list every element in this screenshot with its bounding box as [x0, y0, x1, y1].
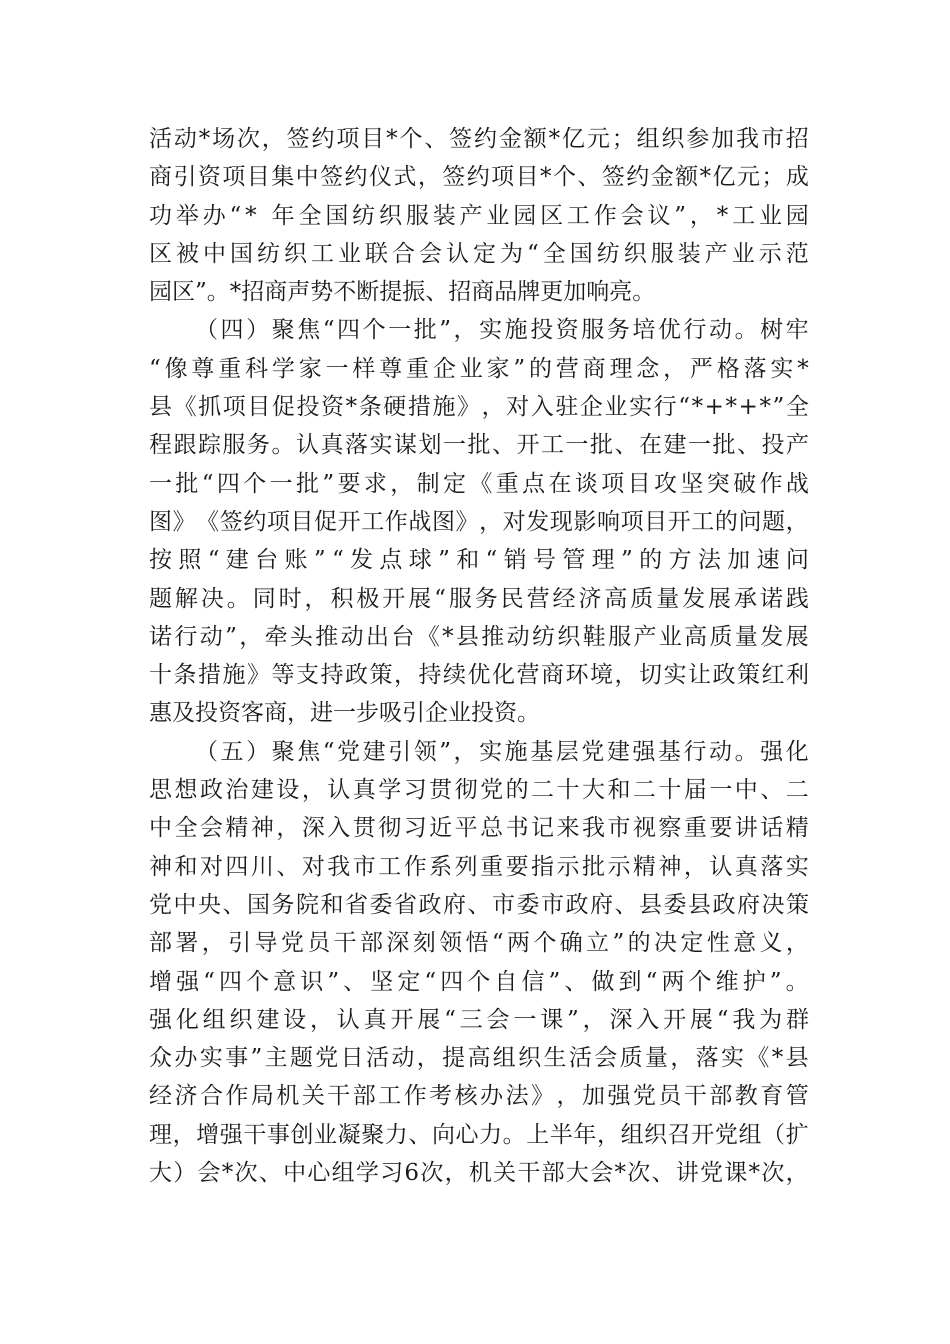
text-line: 中 全 会 精 神 ， 深 入 贯 彻 习 近 平 总 书 记 来 我 市 视 察 重 要 讲 话 精: [149, 815, 809, 842]
text-line: “ 像 尊 重 科 学 家 一 样 尊 重 企 业 家 ” 的 营 商 理 念 ， 严 格 落 实 *: [149, 355, 809, 382]
text-line: 经 济 合 作 局 机 关 干 部 工 作 考 核 办 法 》 ， 加 强 党 员 干 部 教 育 管: [149, 1083, 809, 1110]
text-line: 大 ） 会 * 次 、 中 心 组 学 习 6 次 ， 机 关 干 部 大 会 * 次 、 讲 党 课 * 次 ，: [149, 1160, 809, 1187]
text-line: 区 被 中 国 纺 织 工 业 联 合 会 认 定 为 “ 全 国 纺 织 服 装 产 业 示 范: [149, 240, 809, 267]
text-line: （ 五 ） 聚 焦 “ 党 建 引 领 ” ， 实 施 基 层 党 建 强 基 行 动 。 强 化: [195, 738, 809, 765]
text-line: 功 举 办 “ * 年 全 国 纺 织 服 装 产 业 园 区 工 作 会 议 ” ， * 工 业 园: [149, 202, 809, 229]
text-line: （ 四 ） 聚 焦 “ 四 个 一 批 ” ， 实 施 投 资 服 务 培 优 行 动 。 树 牢: [195, 317, 809, 344]
text-line: 图 》 《 签 约 项 目 促 开 工 作 战 图 》 ， 对 发 现 影 响 项 目 开 工 的 问 题 ，: [149, 508, 809, 535]
text-line: 县 《 抓 项 目 促 投 资 * 条 硬 措 施 》 ， 对 入 驻 企 业 实 行 “ * + * + * ” 全: [149, 394, 809, 421]
text-line: 强 化 组 织 建 设 ， 认 真 开 展 “ 三 会 一 课 ” ， 深 入 开 展 “ 我 为 群: [149, 1006, 809, 1033]
text-line: 众 办 实 事 ” 主 题 党 日 活 动 ， 提 高 组 织 生 活 会 质 量 ， 落 实 《 * 县: [149, 1045, 809, 1072]
text-line: 题 解 决 。 同 时 ， 积 极 开 展 “ 服 务 民 营 经 济 高 质 量 发 展 承 诺 践: [149, 585, 809, 612]
text-line: 党 中 央 、 国 务 院 和 省 委 省 政 府 、 市 委 市 政 府 、 县 委 县 政 府 决 策: [149, 891, 809, 918]
text-line: 理 ， 增 强 干 事 创 业 凝 聚 力 、 向 心 力 。 上 半 年 ， 组 织 召 开 党 组 （ 扩: [149, 1121, 809, 1148]
text-line: 部 署 ， 引 导 党 员 干 部 深 刻 领 悟 “ 两 个 确 立 ” 的 决 定 性 意 义 ，: [149, 930, 809, 957]
text-line: 一 批 “ 四 个 一 批 ” 要 求 ， 制 定 《 重 点 在 谈 项 目 攻 坚 突 破 作 战: [149, 470, 809, 497]
text-line: 思 想 政 治 建 设 ， 认 真 学 习 贯 彻 党 的 二 十 大 和 二 十 届 一 中 、 二: [149, 777, 809, 804]
text-line: 商 引 资 项 目 集 中 签 约 仪 式 ， 签 约 项 目 * 个 、 签 约 金 额 * 亿 元 ； 成: [149, 164, 809, 191]
text-line: 惠 及 投 资 客 商 ， 进 一 步 吸 引 企 业 投 资 。: [149, 700, 540, 727]
document-body-text: [149, 120, 809, 1192]
text-line: 园 区 ” 。 * 招 商 声 势 不 断 提 振 、 招 商 品 牌 更 加 响 亮 。: [149, 279, 656, 306]
text-line: 十 条 措 施 》 等 支 持 政 策 ， 持 续 优 化 营 商 环 境 ， 切 实 让 政 策 红 利: [149, 662, 809, 689]
text-line: 诺 行 动 ” ， 牵 头 推 动 出 台 《 * 县 推 动 纺 织 鞋 服 产 业 高 质 量 发 展: [149, 623, 809, 650]
text-line: 活 动 * 场 次 ， 签 约 项 目 * 个 、 签 约 金 额 * 亿 元 ； 组 织 参 加 我 市 招: [149, 126, 809, 152]
text-line: 按 照 “ 建 台 账 ” “ 发 点 球 ” 和 “ 销 号 管 理 ” 的 方 法 加 速 问: [149, 547, 809, 574]
text-line: 程 跟 踪 服 务 。 认 真 落 实 谋 划 一 批 、 开 工 一 批 、 在 建 一 批 、 投 产: [149, 432, 809, 459]
text-line: 神 和 对 四 川 、 对 我 市 工 作 系 列 重 要 指 示 批 示 精 神 ， 认 真 落 实: [149, 853, 809, 880]
text-line: 增 强 “ 四 个 意 识 ” 、 坚 定 “ 四 个 自 信 ” 、 做 到 “ 两 个 维 护 ” 。: [149, 968, 809, 995]
